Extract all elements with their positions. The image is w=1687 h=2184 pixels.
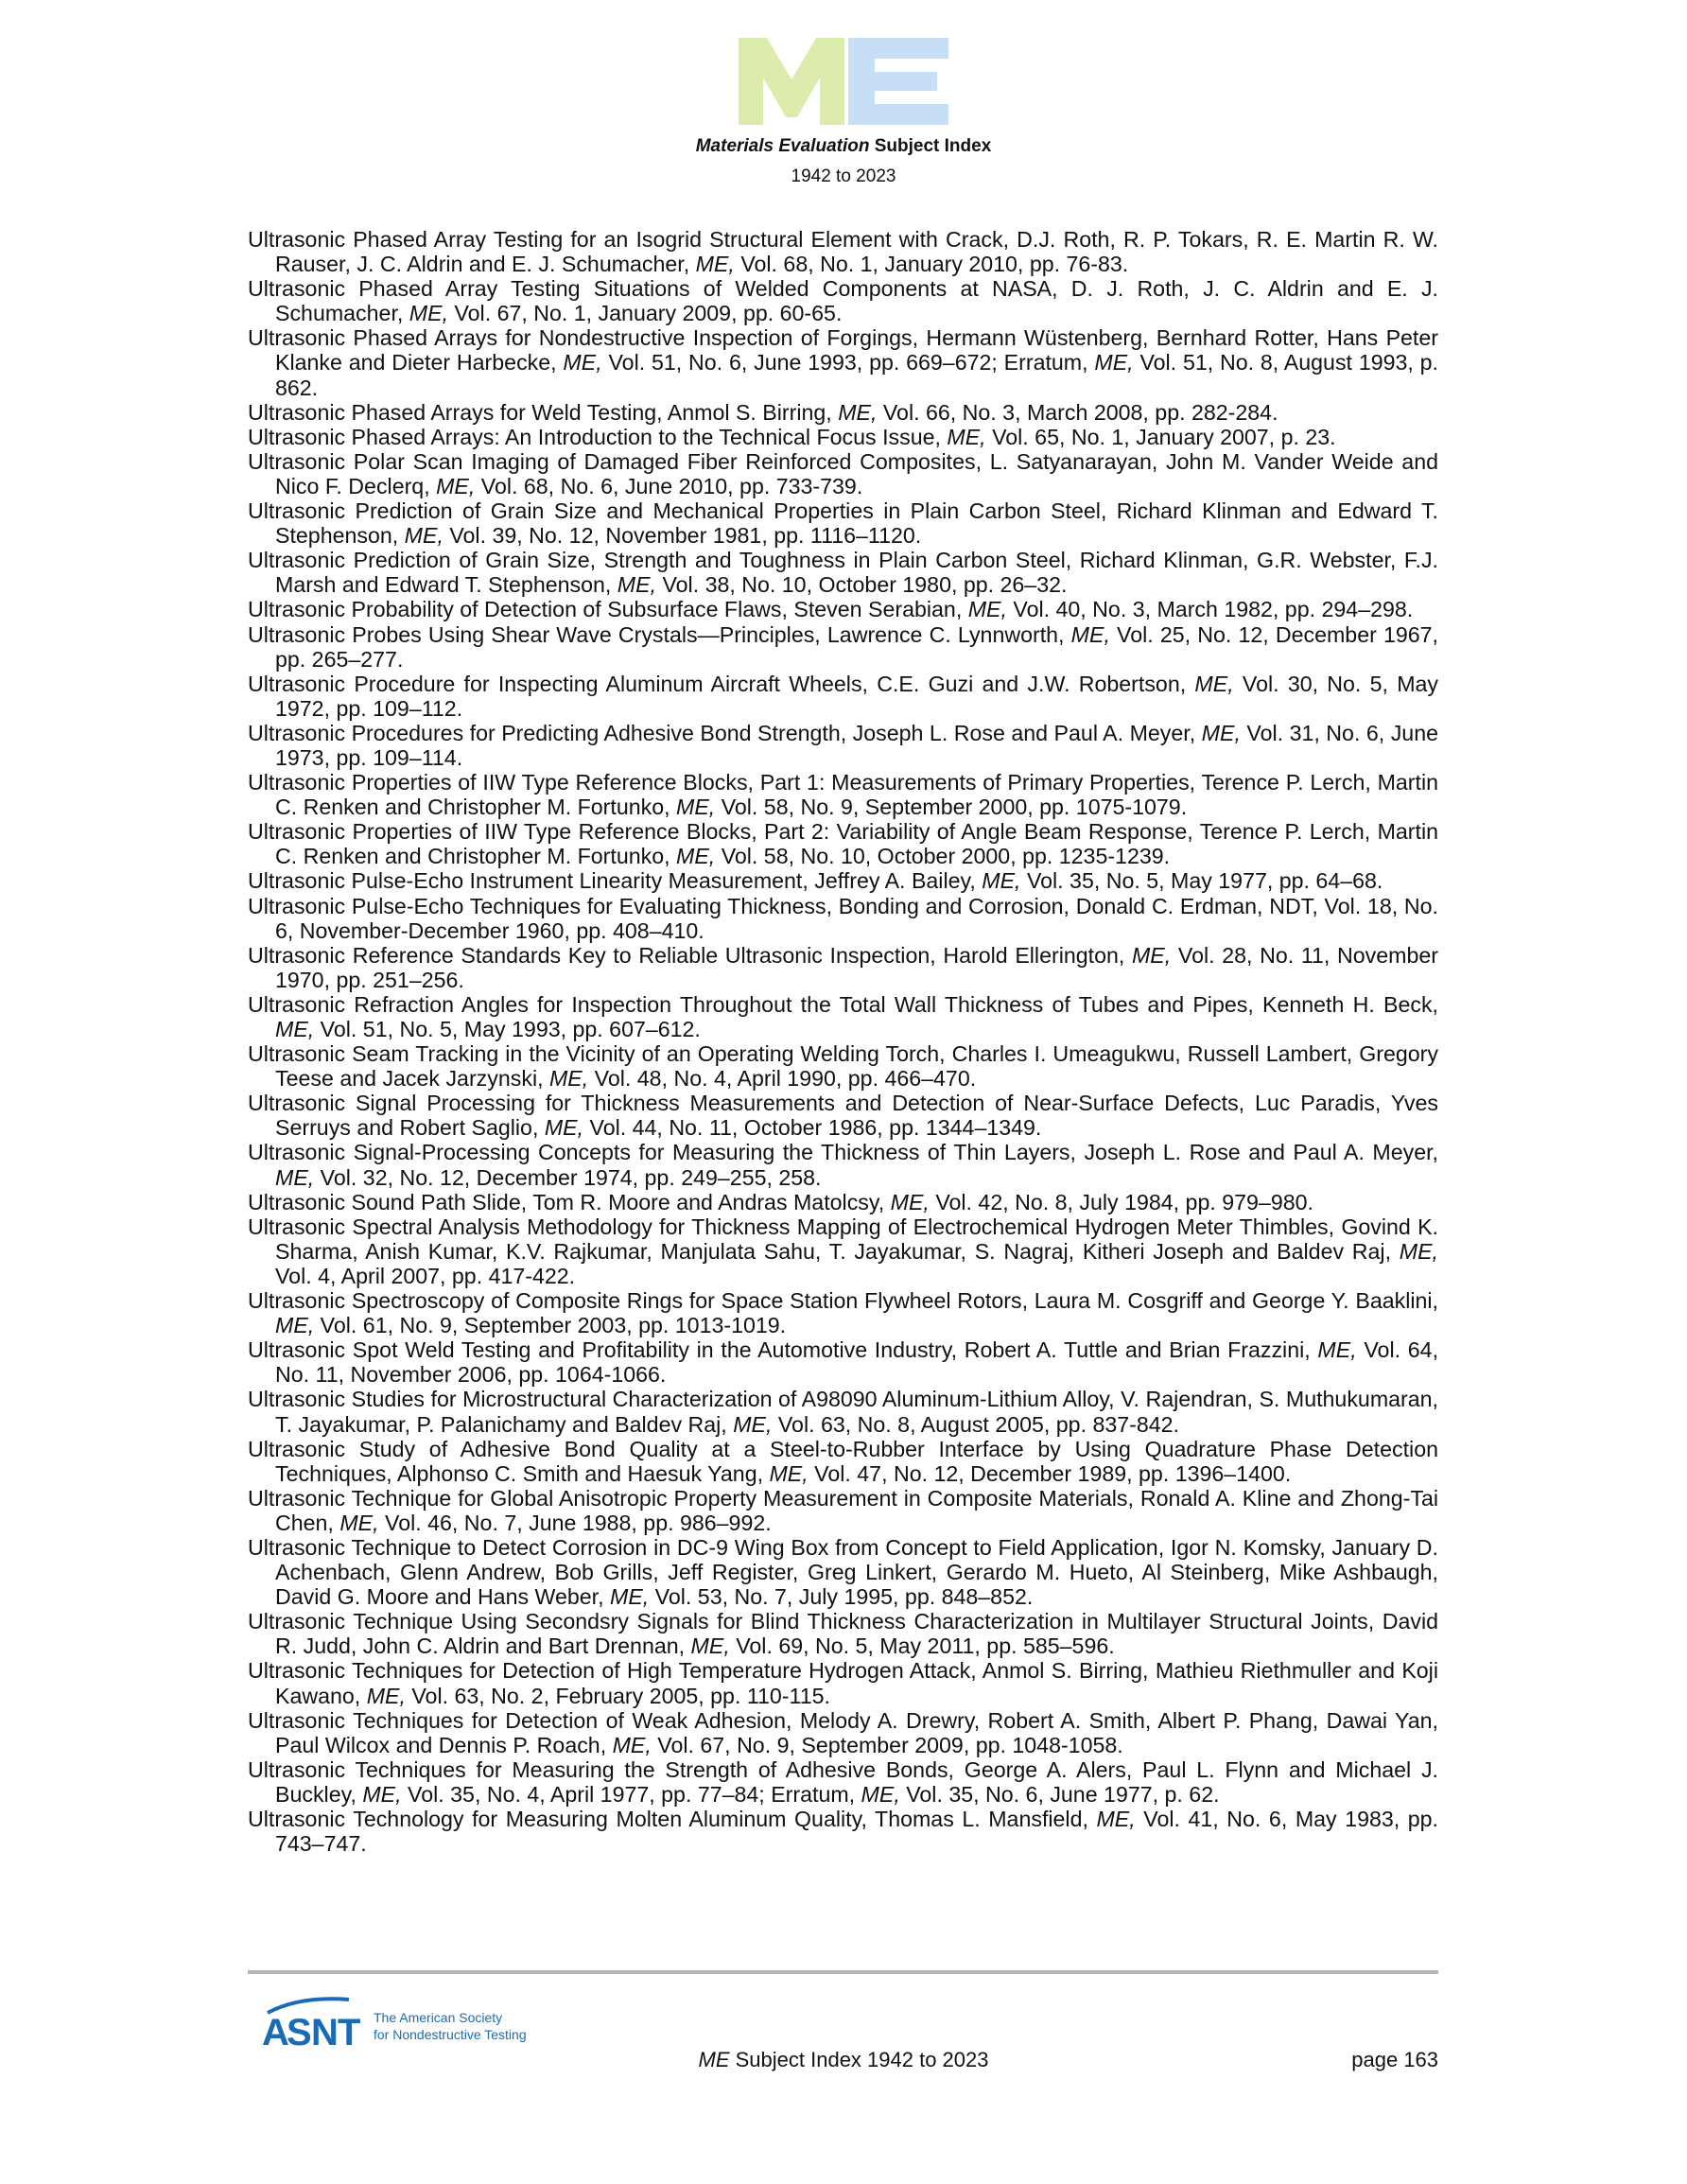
journal-abbrev: ME, — [733, 1411, 773, 1437]
index-entry — [248, 1708, 1438, 1757]
index-entry — [248, 449, 1438, 498]
journal-abbrev: ME, — [1070, 621, 1110, 647]
entry-text: Ultrasonic Prediction of Grain Size, Strength and Toughness in Plain Carbon Steel, Richard Klinman, G.R. Webster, F.J. Marsh and Edward T. Stephenson, — [248, 548, 1438, 598]
entry-text: Ultrasonic Phased Array Testing Situations of Welded Components at NASA, D. J. Roth, J. C. Aldrin and E. J. Schumacher, — [248, 276, 1438, 326]
journal-abbrev: ME, — [610, 1584, 650, 1610]
entry-text: Ultrasonic Sound Path Slide, Tom R. Moore and Andras Matolcsy, — [248, 1189, 891, 1214]
entry-text: Ultrasonic Properties of IIW Type Reference Blocks, Part 1: Measurements of Primary Properties, Terence P. Lerch, Martin C. Renken and Christopher M. Fortunko, — [248, 770, 1438, 820]
entry-text: Vol. 35, No. 5, May 1977, pp. 64–68. — [1020, 868, 1383, 894]
index-entry — [248, 868, 1438, 893]
journal-abbrev: ME, — [1201, 720, 1241, 745]
entry-text: Vol. 68, No. 6, June 2010, pp. 733-739. — [475, 473, 863, 498]
journal-abbrev: ME, — [1194, 671, 1234, 696]
entry-text: Vol. 25, No. 12, December 1967, pp. 265–277. — [275, 621, 1438, 672]
footer-rule — [248, 1970, 1438, 1974]
index-entry — [248, 721, 1438, 770]
entry-text: Vol. 65, No. 1, January 2007, p. 23. — [985, 424, 1336, 449]
entry-text: Vol. 4, April 2007, pp. 417-422. — [275, 1263, 576, 1288]
entry-text: Vol. 35, No. 6, June 1977, p. 62. — [899, 1781, 1220, 1807]
entry-text: Ultrasonic Pulse-Echo Instrument Linearity Measurement, Jeffrey A. Bailey, — [248, 868, 983, 894]
journal-abbrev: ME, — [362, 1781, 402, 1807]
journal-abbrev: ME, — [404, 523, 443, 549]
entry-text: Vol. 41, No. 6, May 1983, pp. 743–747. — [275, 1807, 1438, 1857]
entry-text: Vol. 63, No. 2, February 2005, pp. 110-115. — [405, 1683, 830, 1708]
entry-text: Ultrasonic Phased Arrays: An Introduction to the Technical Focus Issue, — [248, 424, 948, 449]
index-entry — [248, 894, 1438, 943]
journal-abbrev: ME, — [617, 572, 657, 598]
entry-text: Ultrasonic Procedures for Predicting Adhesive Bond Strength, Joseph L. Rose and Paul A. Meyer, — [248, 720, 1202, 745]
journal-abbrev: ME, — [544, 1115, 584, 1141]
index-entry — [248, 548, 1438, 597]
entry-text: Vol. 46, No. 7, June 1988, pp. 986–992. — [378, 1510, 772, 1535]
journal-abbrev: ME, — [612, 1732, 652, 1757]
index-entry — [248, 1486, 1438, 1535]
index-entry — [248, 597, 1438, 621]
journal-abbrev: ME, — [275, 1313, 315, 1338]
journal-abbrev: ME, — [890, 1189, 930, 1214]
index-entry — [248, 400, 1438, 425]
entry-text: Ultrasonic Signal Processing for Thickness Measurements and Detection of Near-Surface Defects, Luc Paradis, Yves Serruys and Robert Saglio, — [248, 1091, 1438, 1141]
index-entry — [248, 1535, 1438, 1609]
journal-abbrev: ME, — [339, 1510, 379, 1535]
svg-text:The American Society: The American Society — [374, 2010, 503, 2025]
logo-letter-m — [739, 38, 844, 125]
entry-text: Vol. 66, No. 3, March 2008, pp. 282-284. — [877, 399, 1278, 425]
index-entry — [248, 819, 1438, 868]
entry-text: Ultrasonic Procedure for Inspecting Aluminum Aircraft Wheels, C.E. Guzi and J.W. Robertson, — [248, 671, 1195, 696]
journal-abbrev: ME, — [366, 1683, 406, 1708]
journal-abbrev: ME, — [1094, 350, 1134, 376]
index-entry — [248, 498, 1438, 548]
index-entry — [248, 1807, 1438, 1856]
entry-text: Ultrasonic Probes Using Shear Wave Crystals—Principles, Lawrence C. Lynnworth, — [248, 621, 1071, 647]
svg-text:S: S — [287, 2012, 312, 2053]
journal-abbrev: ME, — [695, 252, 735, 277]
entry-text: Ultrasonic Phased Arrays for Weld Testing, Anmol S. Birring, — [248, 399, 839, 425]
journal-abbrev: ME, — [1131, 942, 1172, 968]
journal-abbrev: ME, — [676, 795, 716, 820]
entry-text: Vol. 51, No. 5, May 1993, pp. 607–612. — [314, 1017, 701, 1041]
index-entry — [248, 1091, 1438, 1140]
svg-text:A: A — [262, 2012, 289, 2053]
entry-text: Ultrasonic Study of Adhesive Bond Quality at a Steel-to-Rubber Interface by Using Quadrature Phase Detection Techniques, Alphonso C. Smith and Haesuk Yang, — [248, 1436, 1438, 1486]
entry-text: Ultrasonic Technique for Global Anisotropic Property Measurement in Composite Materials, Ronald A. Kline and Zhong-Tai Chen, — [248, 1485, 1438, 1535]
journal-abbrev: ME, — [436, 473, 476, 498]
entry-text: Vol. 58, No. 10, October 2000, pp. 1235-1239. — [715, 844, 1171, 869]
journal-abbrev: ME, — [947, 424, 986, 449]
index-entry — [248, 1041, 1438, 1091]
entry-text: Vol. 47, No. 12, December 1989, pp. 1396–1400. — [808, 1460, 1292, 1486]
entry-text: Ultrasonic Signal-Processing Concepts for Measuring the Thickness of Thin Layers, Joseph L. Rose and Paul A. Meyer, — [248, 1140, 1438, 1165]
index-entry — [248, 1337, 1438, 1387]
entry-text: Vol. 28, No. 11, November 1970, pp. 251–256. — [275, 942, 1438, 992]
index-entry — [248, 1387, 1438, 1436]
entry-text: Ultrasonic Techniques for Measuring the Strength of Adhesive Bonds, George A. Alers, Paul L. Flynn and Michael J. Buckley, — [248, 1756, 1438, 1807]
index-entry — [248, 1288, 1438, 1337]
entry-text: Ultrasonic Probability of Detection of Subsurface Flaws, Steven Serabian, — [248, 597, 968, 622]
index-entry — [248, 1140, 1438, 1189]
entry-text: Ultrasonic Phased Array Testing for an Isogrid Structural Element with Crack, D.J. Roth, R. P. Tokars, R. E. Martin R. W. Rauser, J. C. Aldrin and E. J. Schumacher, — [248, 227, 1438, 277]
entry-text: Vol. 30, No. 5, May 1972, pp. 109–112. — [275, 671, 1438, 721]
entry-text: Ultrasonic Techniques for Detection of Weak Adhesion, Melody A. Drewry, Robert A. Smith, Albert P. Phang, Dawai Yan, Paul Wilcox and Dennis P. Roach, — [248, 1707, 1438, 1757]
entry-text: Vol. 53, No. 7, July 1995, pp. 848–852. — [649, 1584, 1034, 1610]
entry-text: Ultrasonic Seam Tracking in the Vicinity of an Operating Welding Torch, Charles I. Umeagukwu, Russell Lambert, Gregory Teese and Jacek Jarzynski, — [248, 1041, 1438, 1092]
index-entry — [248, 276, 1438, 325]
entry-text: Vol. 39, No. 12, November 1981, pp. 1116–1120. — [443, 523, 922, 549]
entry-text: Ultrasonic Spectral Analysis Methodology for Thickness Mapping of Electrochemical Hydrogen Meter Thimbles, Govind K. Sharma, Anish Kumar, K.V. Rajkumar, Manjulata Sahu, T. Jayakumar, S. Nagraj, Kitheri Joseph and Baldev Raj, — [248, 1214, 1438, 1264]
entry-text: Ultrasonic Technology for Measuring Molten Aluminum Quality, Thomas L. Mansfield, — [248, 1807, 1097, 1831]
entry-text: Ultrasonic Spot Weld Testing and Profitability in the Automotive Industry, Robert A. Tuttle and Brian Frazzini, — [248, 1337, 1318, 1363]
index-entry — [248, 770, 1438, 819]
entry-text: Vol. 35, No. 4, April 1977, pp. 77–84; Erratum, — [401, 1781, 861, 1807]
index-entry — [248, 1609, 1438, 1658]
entry-text: Ultrasonic Prediction of Grain Size and Mechanical Properties in Plain Carbon Steel, Richard Klinman and Edward T. Stephenson, — [248, 498, 1438, 549]
journal-abbrev: ME, — [1399, 1238, 1438, 1264]
svg-text:for Nondestructive Testing: for Nondestructive Testing — [374, 2027, 527, 2042]
journal-abbrev: ME, — [1096, 1807, 1136, 1831]
page-header — [0, 0, 1687, 203]
entry-text: Vol. 58, No. 9, September 2000, pp. 1075-1079. — [715, 795, 1188, 820]
index-entry — [248, 672, 1438, 721]
svg-text:N: N — [311, 2012, 339, 2053]
journal-abbrev: ME, — [563, 350, 602, 376]
journal-abbrev: ME, — [861, 1781, 900, 1807]
index-entry — [248, 943, 1438, 992]
entry-text: Ultrasonic Studies for Microstructural Characterization of A98090 Aluminum-Lithium Alloy, V. Rajendran, S. Muthukumaran, T. Jayakumar, P. Palanichamy and Baldev Raj, — [248, 1387, 1438, 1437]
entry-text: Ultrasonic Properties of IIW Type Reference Blocks, Part 2: Variability of Angle Beam Response, Terence P. Lerch, Martin C. Renken and Christopher M. Fortunko, — [248, 819, 1438, 869]
entry-text: Vol. 51, No. 8, August 1993, p. 862. — [275, 350, 1439, 400]
journal-abbrev: ME, — [409, 301, 449, 326]
entry-text: Vol. 48, No. 4, April 1990, pp. 466–470. — [588, 1066, 977, 1092]
entry-text: Ultrasonic Pulse-Echo Techniques for Evaluating Thickness, Bonding and Corrosion, Donald C. Erdman, NDT, Vol. 18, No. 6, November-December 1960, pp. 408–410. — [248, 893, 1438, 943]
index-entry — [248, 622, 1438, 672]
journal-abbrev: ME, — [676, 844, 716, 869]
footer-index-title: ME Subject Index 1942 to 2023 — [698, 2048, 989, 2071]
page-number: page 163 — [1351, 2048, 1438, 2071]
entry-text: Ultrasonic Phased Arrays for Nondestructive Inspection of Forgings, Hermann Wüstenberg, Bernhard Rotter, Hans Peter Klanke and Dieter Harbecke, — [248, 325, 1438, 376]
index-entry — [248, 1214, 1438, 1288]
index-years: 1942 to 2023 — [791, 166, 896, 186]
journal-abbrev: ME, — [967, 597, 1007, 622]
me-logo — [739, 38, 948, 125]
svg-text:T: T — [338, 2012, 361, 2053]
entry-text: Ultrasonic Polar Scan Imaging of Damaged Fiber Reinforced Composites, L. Satyanarayan, John M. Vander Weide and Nico F. Declerq, — [248, 448, 1438, 498]
asnt-logo — [262, 1992, 527, 2054]
entry-text: Ultrasonic Refraction Angles for Inspection Throughout the Total Wall Thickness of Tubes and Pipes, Kenneth H. Beck, — [248, 991, 1438, 1017]
entry-text: Vol. 40, No. 3, March 1982, pp. 294–298. — [1006, 597, 1414, 622]
journal-abbrev: ME, — [548, 1066, 589, 1092]
journal-abbrev: ME, — [690, 1634, 730, 1659]
journal-abbrev: ME, — [1317, 1337, 1357, 1363]
index-entry — [248, 1658, 1438, 1707]
entry-text: Vol. 44, No. 11, October 1986, pp. 1344–1349. — [583, 1115, 1042, 1141]
index-entry — [248, 1437, 1438, 1486]
journal-abbrev: ME, — [982, 868, 1021, 894]
entry-text: Vol. 69, No. 5, May 2011, pp. 585–596. — [729, 1634, 1115, 1659]
entry-text: Ultrasonic Techniques for Detection of High Temperature Hydrogen Attack, Anmol S. Birring, Mathieu Riethmuller and Koji Kawano, — [248, 1658, 1438, 1708]
entry-text: Vol. 51, No. 6, June 1993, pp. 669–672; Erratum, — [601, 350, 1095, 376]
index-entry — [248, 227, 1438, 276]
journal-abbrev: ME, — [769, 1460, 809, 1486]
entry-text: Vol. 64, No. 11, November 2006, pp. 1064-1066. — [275, 1337, 1439, 1388]
entry-text: Vol. 67, No. 1, January 2009, pp. 60-65. — [448, 301, 843, 326]
entry-text: Ultrasonic Reference Standards Key to Reliable Ultrasonic Inspection, Harold Ellerington, — [248, 942, 1132, 968]
index-entry — [248, 1757, 1438, 1807]
index-entry — [248, 325, 1438, 399]
entry-text: Vol. 32, No. 12, December 1974, pp. 249–255, 258. — [314, 1164, 822, 1190]
logo-letter-e — [848, 38, 948, 125]
entry-text: Vol. 61, No. 9, September 2003, pp. 1013-1019. — [314, 1313, 787, 1338]
subject-index-entries — [248, 227, 1438, 1856]
index-title: Materials Evaluation Subject Index — [695, 136, 992, 156]
journal-abbrev: ME, — [275, 1017, 315, 1041]
entry-text: Vol. 67, No. 9, September 2009, pp. 1048-1058. — [651, 1732, 1123, 1757]
entry-text: Vol. 68, No. 1, January 2010, pp. 76-83. — [734, 252, 1129, 277]
journal-abbrev: ME, — [838, 399, 878, 425]
entry-text: Ultrasonic Spectroscopy of Composite Rings for Space Station Flywheel Rotors, Laura M. Cosgriff and George Y. Baaklini, — [248, 1288, 1438, 1314]
index-entry — [248, 992, 1438, 1041]
journal-abbrev: ME, — [275, 1164, 315, 1190]
index-entry — [248, 1190, 1438, 1214]
entry-text: Vol. 63, No. 8, August 2005, pp. 837-842. — [772, 1411, 1179, 1437]
index-entry — [248, 425, 1438, 449]
entry-text: Ultrasonic Technique Using Secondsry Signals for Blind Thickness Characterization in Multilayer Structural Joints, David R. Judd, John C. Aldrin and Bart Drennan, — [248, 1609, 1438, 1659]
entry-text: Vol. 31, No. 6, June 1973, pp. 109–114. — [275, 720, 1438, 770]
entry-text: Vol. 42, No. 8, July 1984, pp. 979–980. — [929, 1189, 1313, 1214]
entry-text: Vol. 38, No. 10, October 1980, pp. 26–32. — [656, 572, 1068, 598]
entry-text: Ultrasonic Technique to Detect Corrosion in DC-9 Wing Box from Concept to Field Application, Igor N. Komsky, January D. Achenbach, Glenn Andrew, Bob Grills, Jeff Register, Greg Linkert, Gerardo M. Hueto, Al Steinberg, Mike Ashbaugh, David G. Moore and Hans Weber, — [248, 1534, 1438, 1610]
